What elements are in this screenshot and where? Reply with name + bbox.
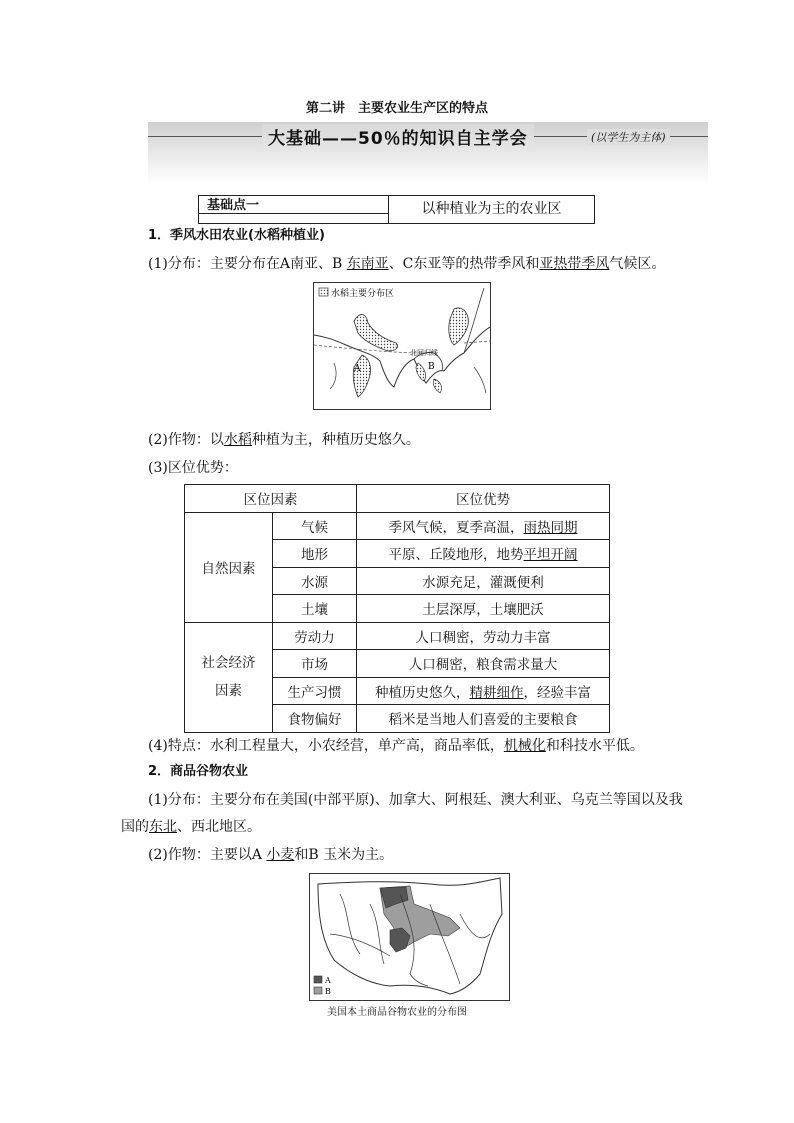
advantage-cell: 季风气候，夏季高温，雨热同期 bbox=[357, 512, 610, 540]
section2-crop: (2)作物：主要以A 小麦和B 玉米为主。 bbox=[148, 847, 394, 863]
table-header-advantage: 区位优势 bbox=[357, 485, 610, 513]
location-advantage-table bbox=[184, 484, 610, 733]
factor-cell: 气候 bbox=[273, 512, 357, 540]
table-row bbox=[185, 622, 610, 650]
factor-cell: 食物偏好 bbox=[273, 705, 357, 733]
section2-heading: 2．商品谷物农业 bbox=[148, 764, 249, 779]
table-row bbox=[185, 512, 610, 540]
factor-cell: 生产习惯 bbox=[273, 677, 357, 705]
advantage-cell: 种植历史悠久，精耕细作，经验丰富 bbox=[357, 677, 610, 705]
advantage-cell: 水源充足，灌溉便利 bbox=[357, 567, 610, 595]
group-natural: 自然因素 bbox=[185, 512, 273, 622]
section2-distribution-line1: (1)分布：主要分布在美国(中部平原)、加拿大、阿根廷、澳大利亚、乌克兰等国以及我 bbox=[148, 792, 683, 808]
factor-cell: 市场 bbox=[273, 650, 357, 678]
advantage-cell: 土层深厚，土壤肥沃 bbox=[357, 595, 610, 623]
us-grain-map bbox=[309, 873, 510, 1001]
group-socioeconomic: 社会经济 因素 bbox=[185, 622, 273, 732]
section1-distribution: (1)分布：主要分布在A南亚、B 东南亚、C东亚等的热带季风和亚热带季风气候区。 bbox=[148, 256, 666, 272]
banner-subheading: (以学生为主体) bbox=[587, 129, 670, 145]
factor-cell: 水源 bbox=[273, 567, 357, 595]
map-label-b: B bbox=[428, 362, 435, 372]
advantage-cell: 人口稠密，粮食需求量大 bbox=[357, 650, 610, 678]
advantage-cell: 人口稠密，劳动力丰富 bbox=[357, 622, 610, 650]
table-row bbox=[185, 485, 610, 513]
knowledge-point-box bbox=[198, 195, 595, 224]
table-header-factor: 区位因素 bbox=[185, 485, 357, 513]
factor-cell: 土壤 bbox=[273, 595, 357, 623]
advantage-cell: 稻米是当地人们喜爱的主要粮食 bbox=[357, 705, 610, 733]
map-legend-label: 水稻主要分布区 bbox=[331, 289, 395, 299]
factor-cell: 劳动力 bbox=[273, 622, 357, 650]
rice-distribution-map bbox=[313, 282, 491, 410]
knowledge-point-topic: 以种植业为主的农业区 bbox=[421, 201, 562, 217]
page-title: 第二讲 主要农业生产区的特点 bbox=[305, 101, 488, 116]
legend-a-label: A bbox=[325, 976, 331, 985]
advantage-heading: (3)区位优势： bbox=[148, 460, 238, 476]
banner-heading: 大基础——50％的知识自主学会 bbox=[262, 124, 534, 149]
advantage-cell: 平原、丘陵地形，地势平坦开阔 bbox=[357, 540, 610, 568]
section1-features: (4)特点：水利工程量大，小农经营，单产高，商品率低，机械化和科技水平低。 bbox=[148, 738, 644, 754]
factor-cell: 地形 bbox=[273, 540, 357, 568]
knowledge-point-label: 基础点一 bbox=[199, 196, 389, 223]
section2-distribution-line2: 国的东北、西北地区。 bbox=[121, 819, 261, 835]
section1-crop: (2)作物：以水稻种植为主，种植历史悠久。 bbox=[148, 432, 420, 448]
map-caption: 美国本土商品谷物农业的分布图 bbox=[327, 1007, 467, 1018]
section1-heading: 1．季风水田农业(水稻种植业) bbox=[148, 228, 325, 243]
legend-b-label: B bbox=[325, 987, 331, 996]
map-label-a: A bbox=[354, 364, 361, 374]
tropic-label: 北回归线 bbox=[410, 349, 438, 357]
